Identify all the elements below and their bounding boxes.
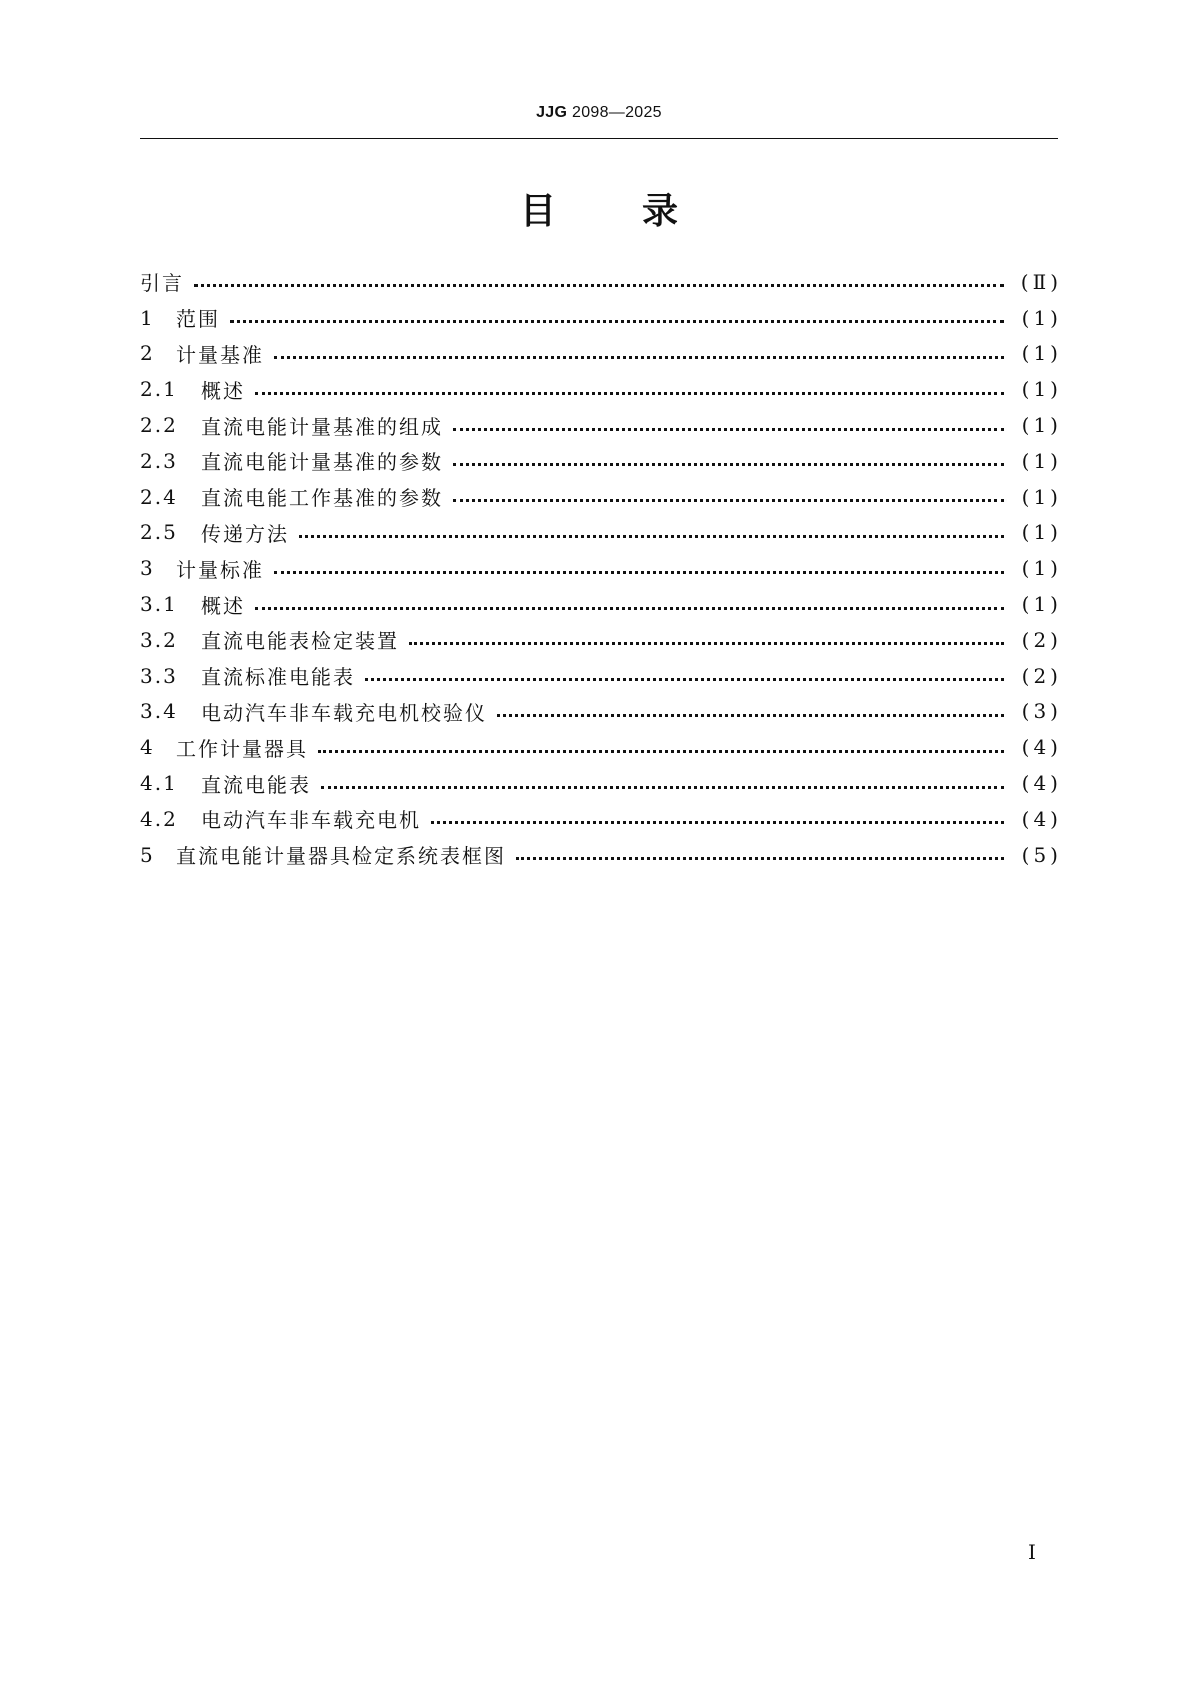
toc-entry[interactable]	[140, 801, 1062, 837]
toc-leader-dots	[453, 499, 1004, 502]
toc-entry-number: 4.2	[140, 806, 178, 831]
toc-entry[interactable]	[140, 371, 1062, 407]
toc-entry[interactable]	[140, 694, 1062, 730]
toc-entry-page: (4)	[1021, 771, 1062, 796]
toc-entry[interactable]	[140, 264, 1062, 300]
toc-entry-page: (1)	[1021, 448, 1062, 473]
toc-leader-dots	[194, 284, 1004, 287]
toc-entry-label: 直流电能计量基准的组成	[201, 414, 443, 439]
toc-entry-number: 4.1	[140, 771, 178, 796]
toc-entry-page: (1)	[1021, 592, 1062, 617]
toc-entry-number: 4	[140, 735, 155, 760]
title-char-1: 目	[519, 191, 556, 232]
toc-leader-dots	[431, 821, 1004, 824]
toc-leader-dots	[497, 714, 1004, 717]
toc-entry-label: 电动汽车非车载充电机校验仪	[201, 700, 487, 725]
toc-entry-page: (4)	[1021, 806, 1062, 831]
toc-entry[interactable]	[140, 479, 1062, 515]
toc-entry-page: (2)	[1021, 627, 1062, 652]
toc-entry[interactable]	[140, 407, 1062, 443]
toc-leader-dots	[230, 320, 1004, 323]
toc-entry-label: 计量基准	[176, 342, 264, 367]
toc-entry[interactable]	[140, 515, 1062, 551]
toc-entry-number: 1	[140, 305, 155, 330]
toc-entry-page: (1)	[1021, 520, 1062, 545]
toc-entry-label: 直流电能计量基准的参数	[201, 450, 443, 475]
toc-entry-number: 2.4	[140, 484, 178, 509]
toc-leader-dots	[299, 535, 1004, 538]
toc-entry[interactable]	[140, 300, 1062, 336]
toc-leader-dots	[274, 356, 1004, 359]
toc-leader-dots	[365, 678, 1004, 681]
toc-entry-number: 3.3	[140, 663, 178, 688]
toc-entry-page: (1)	[1021, 305, 1062, 330]
toc-entry-label: 直流标准电能表	[201, 665, 355, 690]
running-header	[140, 104, 1058, 122]
toc-entry-page: (1)	[1021, 377, 1062, 402]
toc-entry[interactable]	[140, 586, 1062, 622]
toc-entry[interactable]	[140, 336, 1062, 372]
toc-leader-dots	[453, 428, 1004, 431]
toc-entry-label: 直流电能表检定装置	[201, 629, 399, 654]
toc-entry-number: 2.2	[140, 413, 178, 438]
toc-entry-page: (Ⅱ)	[1020, 269, 1062, 294]
toc-leader-dots	[453, 463, 1004, 466]
toc-entry-number: 5	[140, 842, 155, 867]
toc-entry-label: 范围	[176, 307, 220, 332]
toc-entry-label: 传递方法	[201, 521, 289, 546]
toc-leader-dots	[409, 642, 1004, 645]
toc-leader-dots	[321, 786, 1004, 789]
header-rule	[140, 138, 1058, 139]
toc-entry[interactable]	[140, 622, 1062, 658]
toc-leader-dots	[516, 857, 1004, 860]
toc-entry-number: 2.3	[140, 448, 178, 473]
toc-entry-label: 工作计量器具	[176, 736, 308, 761]
toc-entry-number: 3.4	[140, 699, 178, 724]
toc-entry-number: 3.1	[140, 592, 178, 617]
toc-entry-number: 2.5	[140, 520, 178, 545]
toc-entry-page: (1)	[1021, 341, 1062, 366]
page-title	[140, 183, 1058, 234]
toc-entry-page: (2)	[1021, 663, 1062, 688]
toc-entry-page: (4)	[1021, 735, 1062, 760]
toc-entry-page: (3)	[1021, 699, 1062, 724]
toc-entry-label: 概述	[201, 593, 245, 618]
header-code-number: 2098—2025	[567, 104, 662, 121]
toc-entry[interactable]	[140, 658, 1062, 694]
toc-entry-number: 3	[140, 556, 155, 581]
toc-entry[interactable]	[140, 550, 1062, 586]
toc-leader-dots	[255, 392, 1004, 395]
toc-entry-page: (1)	[1021, 556, 1062, 581]
title-char-2: 录	[642, 191, 679, 232]
header-code-prefix: JJG	[536, 104, 568, 121]
toc-entry[interactable]	[140, 729, 1062, 765]
table-of-contents	[140, 264, 1062, 873]
toc-entry[interactable]	[140, 443, 1062, 479]
toc-entry-page: (1)	[1021, 484, 1062, 509]
toc-entry-page: (5)	[1021, 842, 1062, 867]
toc-entry-label: 直流电能计量器具检定系统表框图	[176, 844, 506, 869]
toc-entry-label: 引言	[140, 271, 184, 296]
toc-leader-dots	[255, 607, 1004, 610]
toc-entry-label: 直流电能工作基准的参数	[201, 486, 443, 511]
toc-entry[interactable]	[140, 837, 1062, 873]
toc-entry-number: 2	[140, 341, 155, 366]
toc-leader-dots	[274, 571, 1004, 574]
toc-entry-number: 3.2	[140, 627, 178, 652]
toc-entry-label: 电动汽车非车载充电机	[201, 808, 421, 833]
toc-entry-number: 2.1	[140, 377, 178, 402]
toc-leader-dots	[318, 750, 1004, 753]
page-number: Ⅰ	[1028, 1540, 1036, 1564]
toc-entry[interactable]	[140, 765, 1062, 801]
toc-entry-label: 直流电能表	[201, 772, 311, 797]
toc-entry-label: 计量标准	[176, 557, 264, 582]
toc-entry-page: (1)	[1021, 413, 1062, 438]
toc-entry-label: 概述	[201, 378, 245, 403]
